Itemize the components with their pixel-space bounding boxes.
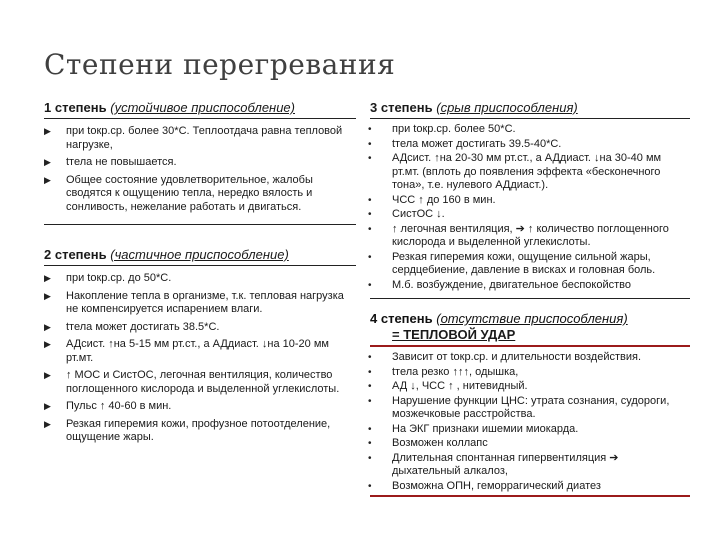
section-2-title: 2 степень (44, 247, 107, 262)
bullet-arrow-icon: ▶ (44, 418, 51, 429)
list-item: • Возможна ОПН, геморрагический диатез (368, 479, 601, 492)
list-item: ▶ АДсист. ↑на 5-15 мм рт.ст., а АДдиаст. ↓на 10-20 мм рт.мт. (44, 338, 329, 364)
section-3-list (370, 123, 690, 292)
list-item: ▶ Накопление тепла в организме, т.к. тепловая нагрузка не компенсируется испарением влаги. (44, 289, 344, 315)
section-1-title: 1 степень (44, 100, 107, 115)
bullet-dot-icon: • (368, 395, 372, 407)
bullet-dot-icon: • (368, 480, 372, 492)
bullet-dot-icon: • (368, 452, 372, 464)
list-item: ▶ Резкая гиперемия кожи, профузное потоотделение, ощущение жары. (44, 417, 331, 443)
bullet-dot-icon: • (368, 438, 372, 449)
bullet-dot-icon: • (368, 223, 372, 235)
list-item: ▶ при tокр.ср. до 50*С. (44, 272, 172, 284)
section-4-title: 4 степень (370, 311, 433, 326)
bullet-dot-icon: • (368, 124, 372, 135)
bullet-dot-icon: • (368, 366, 372, 378)
list-item: ▶ ↑ МОС и СистОС, легочная вентиляция, количество поглощенного кислорода и выделенной углекислоты. (44, 369, 340, 395)
bullet-dot-icon: • (368, 352, 372, 363)
section-4-divider (370, 345, 690, 347)
section-2-list (44, 272, 356, 445)
section-4-heading-line2: = ТЕПЛОВОЙ УДАР (392, 327, 516, 342)
list-item: • tтела может достигать 39.5-40*С. (368, 137, 562, 150)
list-item: • М.б. возбуждение, двигательное беспокойство (368, 278, 631, 291)
section-4-heading (370, 311, 690, 327)
bullet-dot-icon: • (368, 194, 372, 206)
section-1-subtitle: (устойчивое приспособление) (110, 100, 295, 115)
list-item: • На ЭКГ признаки ишемии миокарда. (368, 422, 579, 435)
right-column (370, 100, 690, 497)
bullet-dot-icon: • (368, 423, 372, 435)
section-3-title: 3 степень (370, 100, 433, 115)
bullet-arrow-icon: ▶ (44, 401, 51, 411)
section-4-bottom-divider (370, 495, 690, 497)
bullet-dot-icon: • (368, 251, 372, 263)
list-item: • СистОС ↓. (368, 208, 445, 220)
list-item: • Зависит от tокр.ср. и длительности воздействия. (368, 351, 642, 363)
bullet-dot-icon: • (368, 138, 372, 150)
section-2-divider (44, 265, 356, 266)
list-item: ▶ Общее состояние удовлетворительное, жалобы сводятся к ощущению тепла, нередко вялость и сонливость, нежелание работать и двигаться. (44, 173, 313, 213)
section-3-subtitle: (срыв приспособления) (436, 100, 578, 115)
section-1-heading (44, 100, 356, 116)
section-2-subtitle: (частичное приспособление) (110, 247, 289, 262)
section-4-subtitle: (отсутствие приспособления) (436, 311, 628, 326)
bullet-arrow-icon: ▶ (44, 321, 51, 332)
list-item: ▶ tтела может достигать 38.5*С. (44, 320, 220, 333)
list-item: • tтела резко ↑↑↑, одышка, (368, 365, 519, 378)
section-1-list (44, 125, 356, 214)
bullet-dot-icon: • (368, 279, 372, 291)
bullet-dot-icon: • (368, 153, 372, 164)
bullet-dot-icon: • (368, 381, 372, 392)
bullet-arrow-icon: ▶ (44, 370, 51, 380)
bullet-arrow-icon: ▶ (44, 339, 51, 349)
page-title: Степени перегревания (44, 48, 396, 81)
bullet-arrow-icon: ▶ (44, 273, 51, 283)
section-1-divider (44, 118, 356, 119)
list-item: ▶ при tокр.ср. более 30*С. Теплоотдача равна тепловой нагрузке, (44, 125, 343, 151)
section-3-bottom-divider (370, 298, 690, 299)
list-item: • АД ↓, ЧСС ↑ , нитевидный. (368, 380, 528, 392)
list-item: • при tокр.ср. более 50*С. (368, 123, 516, 135)
list-item: • АДсист. ↑на 20-30 мм рт.ст., а АДдиаст. ↓на 30-40 мм рт.мт. (вплоть до появления эффекта «бесконечного тона», т.е. нулевого АДдиаст.). (368, 152, 662, 191)
section-3-divider (370, 118, 690, 119)
section-4-list (370, 351, 690, 493)
section-3-heading (370, 100, 690, 116)
bullet-arrow-icon: ▶ (44, 290, 51, 301)
list-item: ▶ Пульс ↑ 40-60 в мин. (44, 400, 172, 412)
bullet-arrow-icon: ▶ (44, 126, 51, 136)
list-item: • Нарушение функции ЦНС: утрата сознания, судороги, мозжечковые расстройства. (368, 394, 670, 420)
list-item: ▶ tтела не повышается. (44, 156, 177, 168)
list-item: • Возможен коллапс (368, 437, 488, 449)
bullet-dot-icon: • (368, 209, 372, 220)
bullet-arrow-icon: ▶ (44, 157, 51, 167)
list-item: • ЧСС ↑ до 160 в мин. (368, 193, 496, 206)
section-1-bottom-divider (44, 224, 356, 225)
list-item: • Резкая гиперемия кожи, ощущение сильной жары, сердцебиение, давление в висках и головная боль. (368, 250, 656, 276)
list-item: • Длительная спонтанная гипервентиляция ➔ дыхательный алкалоз, (368, 451, 619, 477)
list-item: • ↑ легочная вентиляция, ➔ ↑ количество поглощенного кислорода и выделенной углекислоты. (368, 222, 669, 248)
left-column (44, 100, 356, 449)
section-2-heading (44, 247, 356, 263)
bullet-arrow-icon: ▶ (44, 174, 51, 185)
